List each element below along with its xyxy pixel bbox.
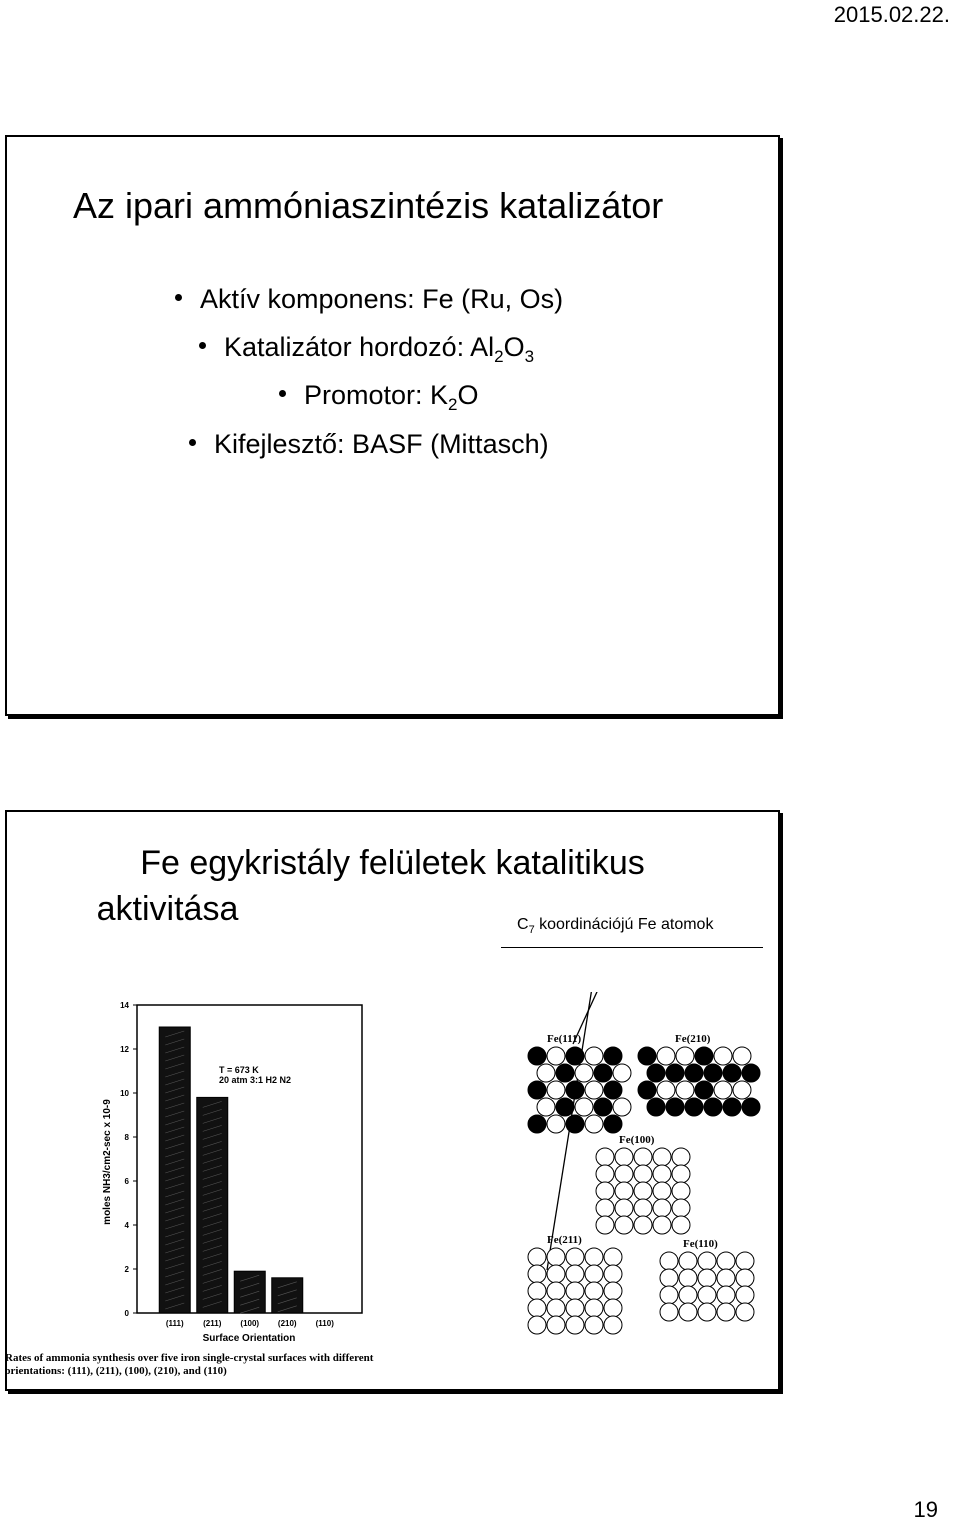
fe-atom [528,1316,546,1334]
fe-atom [672,1165,690,1183]
fe-atom [528,1081,546,1099]
fe-atom [666,1098,684,1116]
y-tick-label: 10 [120,1089,129,1098]
fe-atom [604,1248,622,1266]
fe-atom [547,1282,565,1300]
fe-atom [575,1064,593,1082]
y-tick-label: 2 [124,1265,129,1274]
fe-atom [604,1282,622,1300]
fe-atom [585,1265,603,1283]
fe-atom [736,1252,754,1270]
fe-atom [566,1316,584,1334]
fe-atom [704,1098,722,1116]
fe-atom [547,1081,565,1099]
fe-atom [615,1148,633,1166]
fe-atom [723,1098,741,1116]
bar-210 [272,1278,303,1313]
fe-atom [585,1248,603,1266]
y-tick-label: 6 [124,1177,129,1186]
x-tick-label: (110) [315,1319,334,1328]
fe-atom [634,1165,652,1183]
figure-caption-line-2: orientations: (111), (211), (100), (210), and (110) [5,1365,227,1377]
fe-atom [615,1216,633,1234]
page-number: 19 [913,1497,938,1522]
fe-atom [698,1269,716,1287]
fe-atom [537,1098,555,1116]
fe-atom [604,1047,622,1065]
surface-label: Fe(110) [683,1238,718,1250]
fe-atom [717,1269,735,1287]
fe-atom [613,1098,631,1116]
y-tick-label: 8 [124,1133,129,1142]
bullet-1-text: Aktív komponens: Fe (Ru, Os) [200,284,564,314]
fe-atom [634,1182,652,1200]
slide-2 [5,810,780,1391]
fe-atom [657,1047,675,1065]
bullet-4-text: Kifejlesztő: BASF (Mittasch) [214,429,549,459]
fe-atom [698,1252,716,1270]
bullet-2-sub-2: 3 [524,347,535,366]
fe-atom [566,1265,584,1283]
fe-atom [556,1064,574,1082]
fe-atom [733,1047,751,1065]
y-tick-label: 14 [120,1001,129,1010]
bullet-2-mid: O [503,332,525,362]
fe-atom [657,1081,675,1099]
bullet-1 [175,284,563,315]
fe-atom [575,1098,593,1116]
fe-atom [634,1199,652,1217]
fe-atom [596,1216,614,1234]
fe-atom [742,1064,760,1082]
fe-atom [736,1269,754,1287]
fe-atom [585,1282,603,1300]
bullet-2 [199,332,535,366]
fe-atom [685,1064,703,1082]
ammonia-rate-figure [7,992,778,1352]
y-axis-label: moles NH3/cm2-sec x 10-9 [102,1099,113,1225]
x-tick-label: (210) [277,1319,297,1328]
fe-atom [585,1047,603,1065]
bullet-dot-icon [199,342,206,349]
fe-atom [685,1098,703,1116]
fe-atom [615,1182,633,1200]
fe-atom [723,1064,741,1082]
fe-atom [604,1081,622,1099]
fe-atom [679,1303,697,1321]
fe-atom [679,1269,697,1287]
fe-atom [566,1282,584,1300]
fe-atom [566,1081,584,1099]
bullet-2-text: Katalizátor hordozó: Al [224,332,495,362]
fe-atom [594,1098,612,1116]
x-axis-label: Surface Orientation [202,1333,296,1344]
fe-atom [585,1115,603,1133]
fe-atom [596,1148,614,1166]
surface-label: Fe(111) [547,1033,582,1045]
fe-atom [547,1248,565,1266]
fe-atom [566,1047,584,1065]
fe-atom [547,1299,565,1317]
slide-1 [5,135,780,716]
fe-atom [672,1148,690,1166]
chart-annotation-line-1: T = 673 K [219,1065,259,1075]
bullet-3-sub-1: 2 [448,395,458,414]
fe-atom [528,1299,546,1317]
fe-atom [660,1286,678,1304]
callout-sub: 7 [528,924,535,936]
fe-atom [647,1064,665,1082]
fe-atom [660,1269,678,1287]
fe-atom [604,1265,622,1283]
fe-atom [528,1282,546,1300]
fe-atom [660,1303,678,1321]
y-tick-label: 4 [124,1221,129,1230]
fe-atom [672,1199,690,1217]
figure-caption-line-1: Rates of ammonia synthesis over five iron single-crystal surfaces with different [5,1352,374,1364]
header-date: 2015.02.22. [833,2,950,27]
fe-atom [679,1252,697,1270]
fe-atom [638,1081,656,1099]
fe-atom [547,1265,565,1283]
fe-atom [594,1064,612,1082]
fe-atom [547,1115,565,1133]
bullet-3 [279,380,479,414]
y-tick-label: 0 [124,1309,129,1318]
fe-atom [556,1098,574,1116]
fe-atom [653,1199,671,1217]
fe-atom [566,1248,584,1266]
fe-atom [528,1248,546,1266]
fe-atom [596,1165,614,1183]
fe-atom [596,1199,614,1217]
fe-atom [566,1115,584,1133]
fe-atom [638,1047,656,1065]
fe-atom [596,1182,614,1200]
fe-atom [672,1182,690,1200]
bullet-dot-icon [279,390,286,397]
fe-atom [717,1286,735,1304]
fe-atom [585,1081,603,1099]
fe-atom [604,1115,622,1133]
fe-atom [653,1148,671,1166]
bar-100 [234,1271,265,1313]
slide-2-title-line-1: Fe egykristály felületek katalitikus [140,844,645,882]
x-tick-label: (100) [240,1319,260,1328]
fe-atom [695,1047,713,1065]
bullet-dot-icon [175,294,182,301]
callout-underline [501,947,763,948]
fe-atom [666,1064,684,1082]
bullet-dot-icon [189,439,196,446]
fe-atom [660,1252,678,1270]
fe-atom [714,1047,732,1065]
chart-annotation-line-2: 20 atm 3:1 H2 N2 [219,1075,292,1085]
fe-atom [714,1081,732,1099]
fe-atom [717,1252,735,1270]
fe-atom [698,1286,716,1304]
surface-label: Fe(210) [675,1033,711,1045]
fe-atom [653,1216,671,1234]
fe-atom [742,1098,760,1116]
fe-atom [736,1303,754,1321]
fe-atom [647,1098,665,1116]
fe-atom [698,1303,716,1321]
fe-atom [653,1165,671,1183]
callout-rest: koordinációjú Fe atomok [534,916,714,933]
fe-atom [672,1216,690,1234]
fe-atom [634,1216,652,1234]
fe-atom [679,1286,697,1304]
x-tick-label: (211) [203,1319,222,1328]
fe-atom [653,1182,671,1200]
slide-1-title: Az ipari ammóniaszintézis katalizátor [73,185,664,226]
fe-atom [704,1064,722,1082]
fe-atom [615,1165,633,1183]
y-tick-label: 12 [120,1045,129,1054]
callout-prefix: C [517,916,529,933]
fe-atom [613,1064,631,1082]
fe-atom [547,1316,565,1334]
fe-atom [604,1316,622,1334]
fe-atom [537,1064,555,1082]
fe-atom [676,1047,694,1065]
fe-atom [733,1081,751,1099]
bullet-4 [189,429,549,460]
fe-atom [585,1316,603,1334]
fe-atom [695,1081,713,1099]
fe-atom [615,1199,633,1217]
fe-atom [736,1286,754,1304]
bullet-3-mid: O [457,380,479,410]
fe-atom [547,1047,565,1065]
fe-atom [528,1265,546,1283]
x-tick-label: (111) [165,1319,184,1328]
bullet-3-text: Promotor: K [304,380,449,410]
fe-atom [717,1303,735,1321]
fe-atom [528,1115,546,1133]
surface-label: Fe(211) [547,1234,582,1246]
fe-atom [585,1299,603,1317]
bullet-2-sub-1: 2 [494,347,504,366]
fe-atom [528,1047,546,1065]
surface-label: Fe(100) [619,1134,655,1146]
slide-2-title-line-2: aktivitása [96,890,239,928]
c7-callout [517,916,713,934]
fe-atom [604,1299,622,1317]
fe-atom [634,1148,652,1166]
fe-atom [676,1081,694,1099]
fe-atom [566,1299,584,1317]
